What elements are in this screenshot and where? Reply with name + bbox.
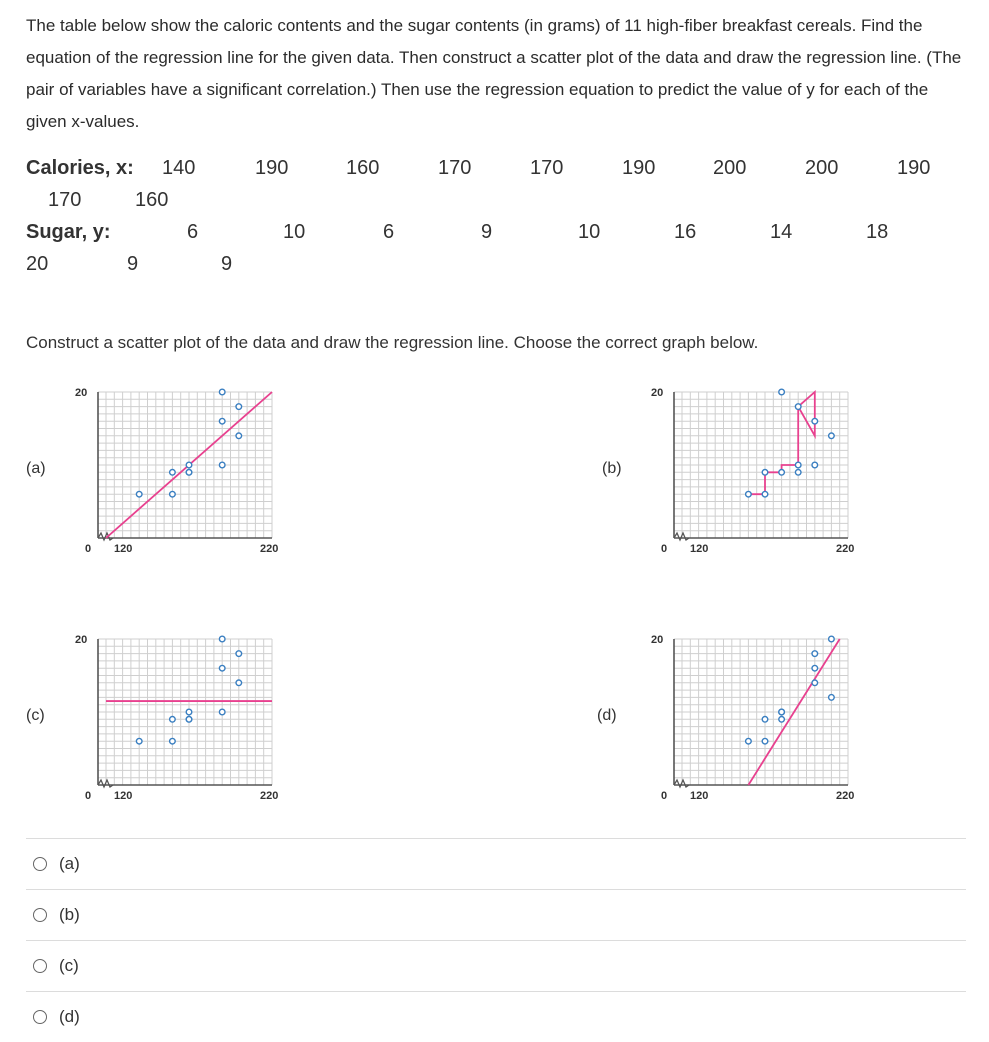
choice-a[interactable] <box>26 838 966 889</box>
graph-a-label: (a) <box>26 460 46 477</box>
scatter-point <box>236 433 242 439</box>
scatter-point <box>762 738 768 744</box>
scatter-point <box>812 651 818 657</box>
scatter-point <box>219 389 225 395</box>
sugar-value: 18 <box>866 221 889 243</box>
sugar-value: 9 <box>481 221 493 243</box>
scatter-point <box>812 462 818 468</box>
scatter-point <box>812 665 818 671</box>
calories-label: Calories, x: <box>26 157 134 179</box>
calories-value: 160 <box>135 189 169 211</box>
scatter-point <box>186 717 192 723</box>
scatter-point <box>219 709 225 715</box>
scatter-point <box>795 404 801 410</box>
scatter-point <box>236 651 242 657</box>
scatter-point <box>219 462 225 468</box>
x-left-label: 120 <box>114 543 133 555</box>
choice-c[interactable] <box>26 940 966 991</box>
calories-value: 160 <box>346 157 380 179</box>
scatter-point <box>829 636 835 642</box>
scatter-point <box>795 462 801 468</box>
sugar-value: 6 <box>383 221 395 243</box>
graph-b-label: (b) <box>602 460 622 477</box>
sugar-label: Sugar, y: <box>26 221 111 243</box>
scatter-point <box>186 462 192 468</box>
sugar-row <box>26 221 110 244</box>
graph-d-label: (d) <box>597 707 617 724</box>
scatter-point <box>136 738 142 744</box>
scatter-point <box>779 389 785 395</box>
graph-c-label: (c) <box>26 707 45 724</box>
choice-label: (c) <box>59 956 79 975</box>
sugar-value: 6 <box>187 221 199 243</box>
scatter-point <box>762 491 768 497</box>
graph-c-plot <box>60 627 290 807</box>
scatter-point <box>779 717 785 723</box>
graph-d-plot <box>636 627 866 807</box>
x-right-label: 220 <box>836 543 855 555</box>
graph-c <box>60 627 290 807</box>
scatter-point <box>829 433 835 439</box>
scatter-point <box>170 738 176 744</box>
calories-value: 200 <box>713 157 747 179</box>
choice-label: (b) <box>59 905 80 924</box>
y-top-label: 20 <box>75 634 88 646</box>
x-right-label: 220 <box>260 543 279 555</box>
scatter-point <box>236 404 242 410</box>
scatter-point <box>219 665 225 671</box>
graph-a <box>60 380 290 560</box>
graph-a-plot <box>60 380 290 560</box>
instruction-text: Construct a scatter plot of the data and draw the regression line. Choose the correct graph below. <box>26 333 759 352</box>
x-origin-label: 0 <box>661 543 668 555</box>
scatter-point <box>219 636 225 642</box>
radio-button[interactable] <box>33 857 47 871</box>
choice-d[interactable] <box>26 991 966 1042</box>
sugar-value: 10 <box>578 221 601 243</box>
radio-button[interactable] <box>33 1010 47 1024</box>
graph-b <box>636 380 866 560</box>
scatter-point <box>170 491 176 497</box>
calories-value: 170 <box>48 189 82 211</box>
graph-b-plot <box>636 380 866 560</box>
scatter-point <box>762 470 768 476</box>
scatter-point <box>746 738 752 744</box>
calories-value: 170 <box>530 157 564 179</box>
choice-label: (a) <box>59 854 80 873</box>
problem-statement: The table below show the caloric contents and the sugar contents (in grams) of 11 high-fiber breakfast cereals. Find the equation of the regression line for the given data. Then construct a scatter plot of the data and draw the regression line. (The pair of variables have a significant correlation.) Then use the regression equation to predict the value of y for each of the given x-values. <box>26 16 962 131</box>
calories-row <box>26 157 134 180</box>
y-top-label: 20 <box>651 387 664 399</box>
scatter-point <box>812 418 818 424</box>
y-top-label: 20 <box>651 634 664 646</box>
calories-value: 170 <box>438 157 472 179</box>
scatter-point <box>236 680 242 686</box>
calories-value: 190 <box>255 157 289 179</box>
x-origin-label: 0 <box>85 543 92 555</box>
scatter-point <box>219 418 225 424</box>
scatter-point <box>746 491 752 497</box>
x-left-label: 120 <box>114 790 133 802</box>
x-origin-label: 0 <box>661 790 668 802</box>
scatter-point <box>186 709 192 715</box>
scatter-point <box>795 470 801 476</box>
answer-choices <box>26 838 966 1042</box>
scatter-point <box>779 709 785 715</box>
radio-button[interactable] <box>33 908 47 922</box>
sugar-value: 9 <box>127 253 139 275</box>
calories-value: 140 <box>162 157 196 179</box>
calories-value: 190 <box>622 157 656 179</box>
x-left-label: 120 <box>690 790 709 802</box>
calories-value: 190 <box>897 157 931 179</box>
scatter-point <box>186 470 192 476</box>
sugar-value: 20 <box>26 253 49 275</box>
scatter-point <box>779 470 785 476</box>
x-right-label: 220 <box>836 790 855 802</box>
x-left-label: 120 <box>690 543 709 555</box>
sugar-value: 16 <box>674 221 697 243</box>
graph-d <box>636 627 866 807</box>
choice-b[interactable] <box>26 889 966 940</box>
scatter-point <box>762 717 768 723</box>
choice-label: (d) <box>59 1007 80 1026</box>
sugar-value: 14 <box>770 221 793 243</box>
x-origin-label: 0 <box>85 790 92 802</box>
calories-value: 200 <box>805 157 839 179</box>
sugar-value: 10 <box>283 221 306 243</box>
scatter-point <box>136 491 142 497</box>
x-right-label: 220 <box>260 790 279 802</box>
scatter-point <box>170 717 176 723</box>
y-top-label: 20 <box>75 387 88 399</box>
scatter-point <box>829 695 835 701</box>
sugar-value: 9 <box>221 253 233 275</box>
scatter-point <box>170 470 176 476</box>
radio-button[interactable] <box>33 959 47 973</box>
scatter-point <box>812 680 818 686</box>
